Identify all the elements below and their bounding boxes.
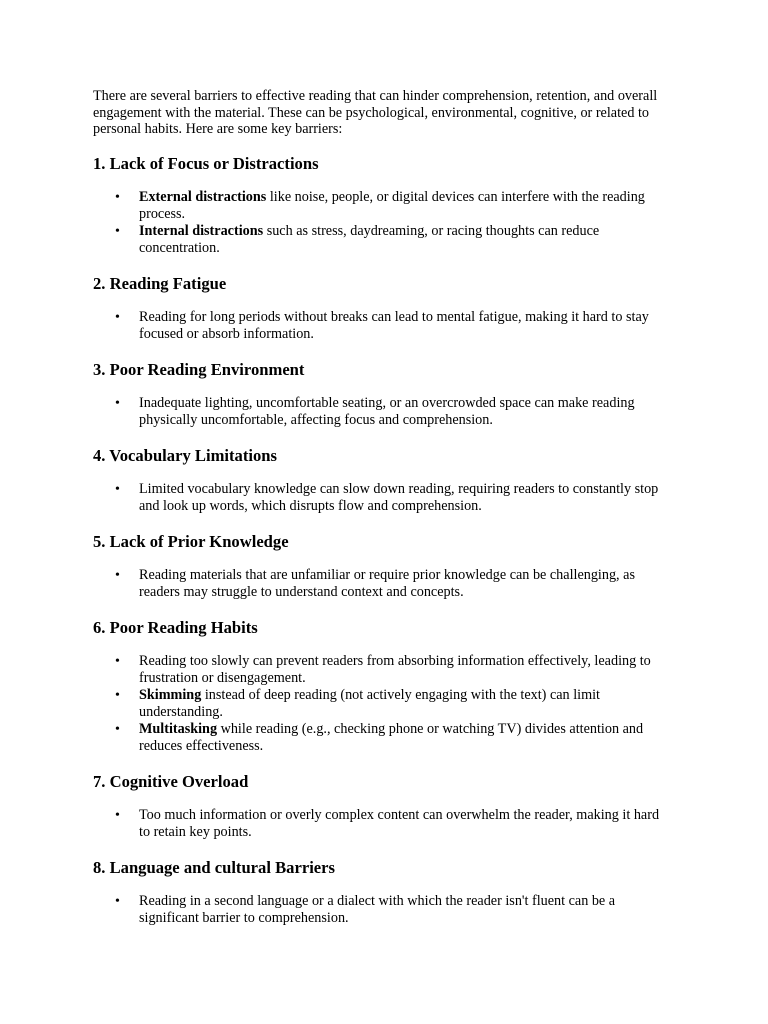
intro-paragraph: There are several barriers to effective reading that can hinder comprehension, retention, and overall engagement with the material. These can be psychological, environmental, cognitive, or related to personal habits. Here are some key barriers: [93, 88, 658, 138]
section-heading: 2. Reading Fatigue [93, 273, 227, 293]
bullet-icon: • [115, 721, 120, 737]
bullet-text: Limited vocabulary knowledge can slow down reading, requiring readers to constantly stop and look up words, which disrupts flow and comprehension. [139, 480, 659, 514]
bullet-list [93, 567, 673, 601]
bullet-text: Reading in a second language or a dialect with which the reader isn't fluent can be a significant barrier to comprehension. [139, 892, 616, 926]
bullet-list [93, 807, 673, 841]
bullet-icon: • [115, 807, 120, 823]
list-item [93, 721, 673, 755]
bullet-list [93, 395, 673, 429]
bullet-bold-term: External distractions [139, 188, 267, 205]
section-heading: 5. Lack of Prior Knowledge [93, 531, 289, 551]
sections-container [93, 154, 673, 927]
bullet-icon: • [115, 189, 120, 205]
list-item [93, 807, 673, 841]
bullet-list [93, 189, 673, 257]
list-item [93, 567, 673, 601]
bullet-icon: • [115, 893, 120, 909]
bullet-bold-term: Multitasking [139, 720, 218, 737]
document-page [93, 88, 673, 944]
bullet-bold-term: Skimming [139, 686, 202, 703]
bullet-icon: • [115, 567, 120, 583]
list-item [93, 189, 673, 223]
bullet-text: Reading materials that are unfamiliar or require prior knowledge can be challenging, as readers may struggle to understand context and concepts. [139, 566, 635, 600]
bullet-text: while reading (e.g., checking phone or watching TV) divides attention and reduces effectiveness. [139, 720, 644, 754]
section-heading: 3. Poor Reading Environment [93, 359, 305, 379]
list-item [93, 481, 673, 515]
bullet-list [93, 309, 673, 343]
section-heading: 6. Poor Reading Habits [93, 617, 258, 637]
section-heading: 8. Language and cultural Barriers [93, 857, 335, 877]
bullet-icon: • [115, 223, 120, 239]
bullet-text: instead of deep reading (not actively engaging with the text) can limit understanding. [139, 686, 600, 720]
section-heading: 7. Cognitive Overload [93, 771, 249, 791]
bullet-text: like noise, people, or digital devices can interfere with the reading process. [139, 188, 645, 222]
section-heading: 4. Vocabulary Limitations [93, 445, 277, 465]
list-item [93, 395, 673, 429]
bullet-text: Inadequate lighting, uncomfortable seating, or an overcrowded space can make reading physically uncomfortable, affecting focus and comprehension. [139, 394, 635, 428]
list-item [93, 687, 673, 721]
bullet-text: Too much information or overly complex content can overwhelm the reader, making it hard to retain key points. [139, 806, 660, 840]
list-item [93, 309, 673, 343]
bullet-list [93, 481, 673, 515]
list-item [93, 653, 673, 687]
bullet-icon: • [115, 395, 120, 411]
bullet-text: such as stress, daydreaming, or racing thoughts can reduce concentration. [139, 222, 600, 256]
bullet-list [93, 893, 673, 927]
section-heading: 1. Lack of Focus or Distractions [93, 153, 319, 173]
list-item [93, 223, 673, 257]
bullet-text: Reading for long periods without breaks can lead to mental fatigue, making it hard to stay focused or absorb information. [139, 308, 649, 342]
bullet-bold-term: Internal distractions [139, 222, 264, 239]
bullet-icon: • [115, 481, 120, 497]
bullet-icon: • [115, 653, 120, 669]
bullet-icon: • [115, 309, 120, 325]
bullet-text: Reading too slowly can prevent readers from absorbing information effectively, leading to frustration or disengagement. [139, 652, 651, 686]
bullet-list [93, 653, 673, 755]
bullet-icon: • [115, 687, 120, 703]
list-item [93, 893, 673, 927]
